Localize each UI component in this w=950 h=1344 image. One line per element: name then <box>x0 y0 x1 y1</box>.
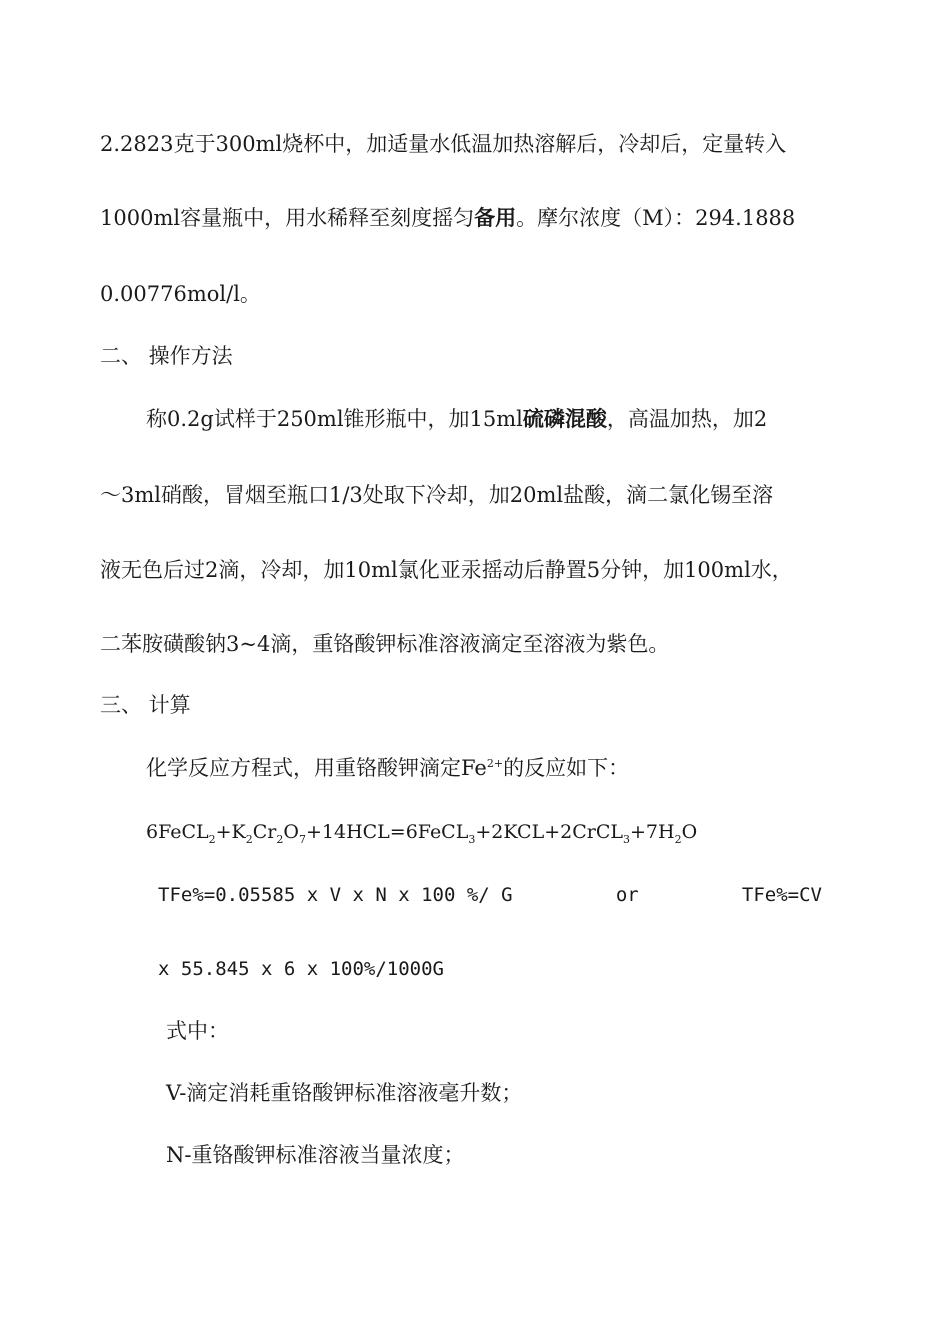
eq-part-f: +2KCL+2CrCL <box>475 821 623 843</box>
reaction-intro-end: 的反应如下： <box>503 756 630 780</box>
procedure-line-1-text: 称0.2g试样于250ml锥形瓶中，加15ml <box>146 407 523 431</box>
reagent-line-2-bold: 备用 <box>474 206 517 230</box>
reaction-intro <box>146 754 629 782</box>
eq-sub-c: 2 <box>276 832 284 846</box>
procedure-line-4: 二苯胺磺酸钠3~4滴，重铬酸钾标准溶液滴定至溶液为紫色。 <box>100 632 670 656</box>
reagent-line-3: 0.00776mol/l。 <box>100 282 261 306</box>
eq-sub-a: 2 <box>208 832 216 846</box>
eq-sub-g: 2 <box>674 832 682 846</box>
procedure-line-3: 液无色后过2滴，冷却，加10ml氯化亚汞摇动后静置5分钟，加100ml水， <box>100 558 793 582</box>
reaction-intro-text: 化学反应方程式，用重铬酸钾滴定Fe <box>146 756 487 780</box>
reagent-line-1: 2.2823克于300ml烧杯中，加适量水低温加热溶解后，冷却后，定量转入 <box>100 132 787 156</box>
formula-1: TFe%=0.05585 x V x N x 100 %/ G <box>158 884 513 906</box>
eq-part-c: Cr <box>252 821 277 843</box>
definition-n: N-重铬酸钾标准溶液当量浓度； <box>166 1143 465 1167</box>
procedure-line-1-bold: 硫磷混酸 <box>522 407 607 431</box>
eq-part-d: O <box>283 821 299 843</box>
reagent-line-2 <box>100 204 795 232</box>
reaction-equation <box>146 818 697 846</box>
eq-part-e: +14HCL=6FeCL <box>305 821 469 843</box>
reagent-line-2-molar: 。摩尔浓度（M）：294.1888 <box>516 206 796 230</box>
eq-sub-e: 3 <box>468 832 476 846</box>
formula-2-start: TFe%=CV <box>741 884 822 906</box>
section-3-heading: 三、 计算 <box>100 693 191 717</box>
reagent-line-2-text: 1000ml容量瓶中，用水稀释至刻度摇匀 <box>100 206 475 230</box>
eq-part-g: +7H <box>629 821 675 843</box>
procedure-line-2: ～3ml硝酸，冒烟至瓶口1/3处取下冷却，加20ml盐酸，滴二氯化锡至溶 <box>100 483 774 507</box>
eq-part-b: +K <box>215 821 246 843</box>
eq-part-a: 6FeCL <box>146 821 209 843</box>
formula-2-continued: x 55.845 x 6 x 100%/1000G <box>158 958 444 980</box>
eq-sub-b: 2 <box>245 832 253 846</box>
iron-charge: 2+ <box>486 757 504 770</box>
eq-sub-d: 7 <box>298 832 306 846</box>
section-2-heading: 二、 操作方法 <box>100 344 233 368</box>
procedure-line-1 <box>146 405 767 433</box>
formula-line-1 <box>158 881 822 909</box>
eq-sub-f: 3 <box>622 832 630 846</box>
procedure-line-1-end: ，高温加热，加2 <box>606 407 768 431</box>
where-label: 式中： <box>166 1019 229 1043</box>
eq-part-h: O <box>681 821 698 843</box>
definition-v: V-滴定消耗重铬酸钾标准溶液毫升数； <box>166 1081 523 1105</box>
formula-or: or <box>615 884 639 906</box>
